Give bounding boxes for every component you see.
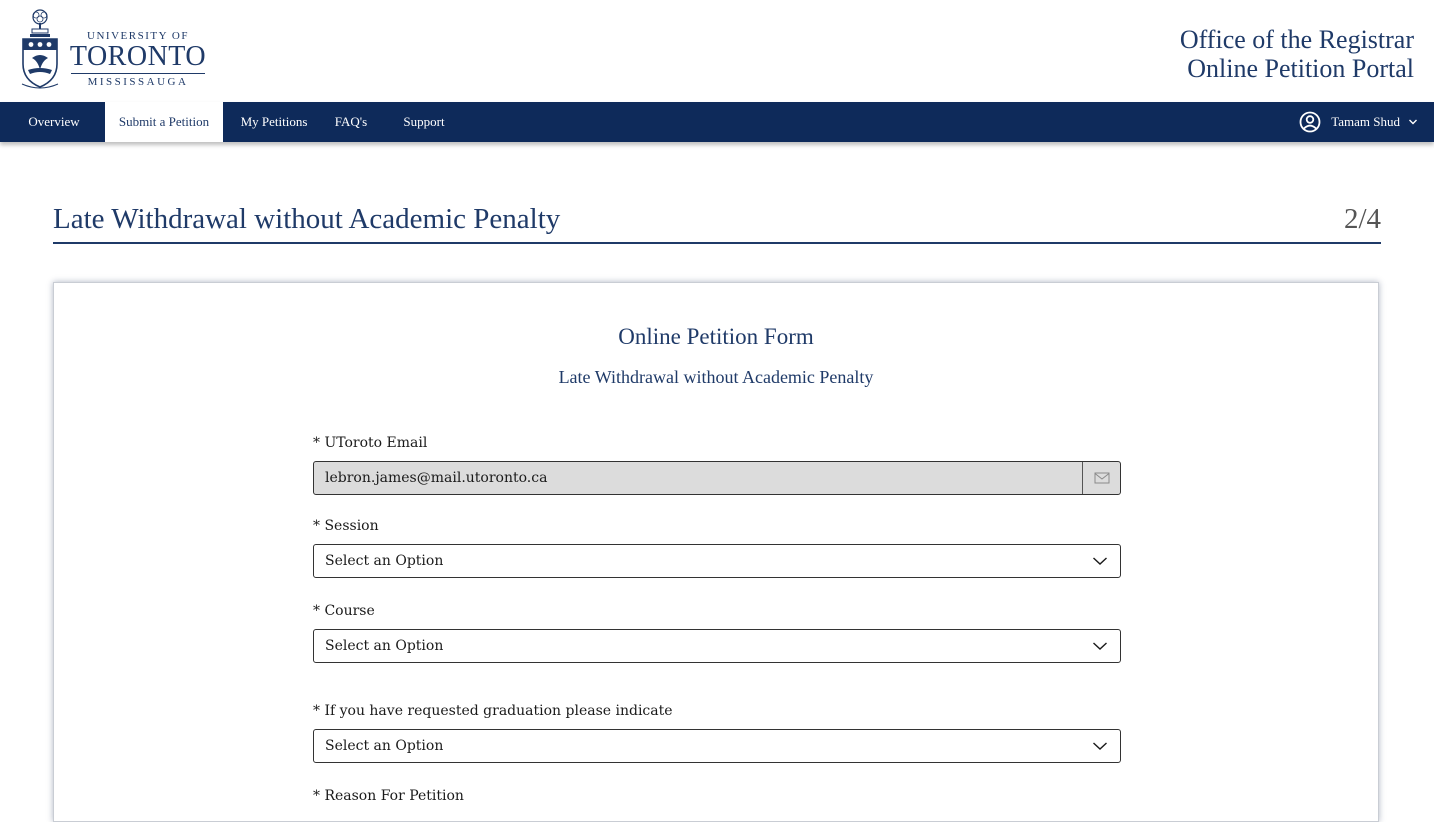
logo-divider	[71, 73, 205, 74]
chevron-down-icon	[1408, 117, 1418, 127]
step-indicator: 2/4	[1343, 203, 1381, 235]
petition-form-card	[53, 282, 1379, 822]
user-menu[interactable]	[1299, 102, 1418, 142]
chevron-down-icon	[1092, 739, 1108, 753]
nav-overview[interactable]: Overview	[28, 114, 80, 129]
session-select-value: Select an Option	[325, 553, 444, 569]
session-select[interactable]	[313, 544, 1121, 578]
envelope-icon	[1094, 472, 1110, 484]
form-title: Online Petition Form	[618, 324, 814, 349]
form-subtitle: Late Withdrawal without Academic Penalty	[558, 367, 874, 387]
graduation-select[interactable]	[313, 729, 1121, 763]
email-field[interactable]	[313, 461, 1121, 495]
user-circle-icon	[1299, 111, 1321, 133]
nav-support[interactable]: Support	[403, 114, 445, 129]
logo-toronto: TORONTO	[69, 41, 207, 72]
portal-title: Online Petition Portal	[1187, 54, 1414, 83]
main-nav	[0, 102, 1434, 142]
logo-wordmark	[68, 30, 208, 88]
graduation-label: * If you have requested graduation please indicate	[313, 703, 673, 719]
nav-submit-a-petition[interactable]: Submit a Petition	[105, 102, 223, 142]
uoft-mississauga-logo[interactable]	[20, 8, 210, 92]
user-name: Tamam Shud	[1331, 114, 1400, 129]
email-value: lebron.james@mail.utoronto.ca	[325, 470, 548, 486]
session-label: * Session	[313, 518, 379, 534]
chevron-down-icon	[1092, 639, 1108, 653]
email-label: * UToroto Email	[313, 435, 428, 451]
office-title: Office of the Registrar	[1179, 25, 1414, 54]
course-select-value: Select an Option	[325, 638, 444, 654]
email-addon	[1082, 462, 1120, 494]
course-label: * Course	[313, 603, 375, 619]
nav-faqs[interactable]: FAQ's	[334, 114, 368, 129]
university-crest-icon	[20, 8, 60, 90]
chevron-down-icon	[1092, 554, 1108, 568]
site-header	[0, 0, 1434, 102]
reason-label: * Reason For Petition	[313, 788, 464, 804]
logo-university-of: UNIVERSITY OF	[87, 30, 189, 42]
page-heading	[53, 200, 1381, 244]
logo-mississauga: MISSISSAUGA	[87, 76, 189, 88]
nav-my-petitions[interactable]: My Petitions	[240, 114, 308, 129]
graduation-select-value: Select an Option	[325, 738, 444, 754]
page-title: Late Withdrawal without Academic Penalty	[53, 203, 561, 235]
course-select[interactable]	[313, 629, 1121, 663]
portal-title-block	[1180, 25, 1414, 83]
